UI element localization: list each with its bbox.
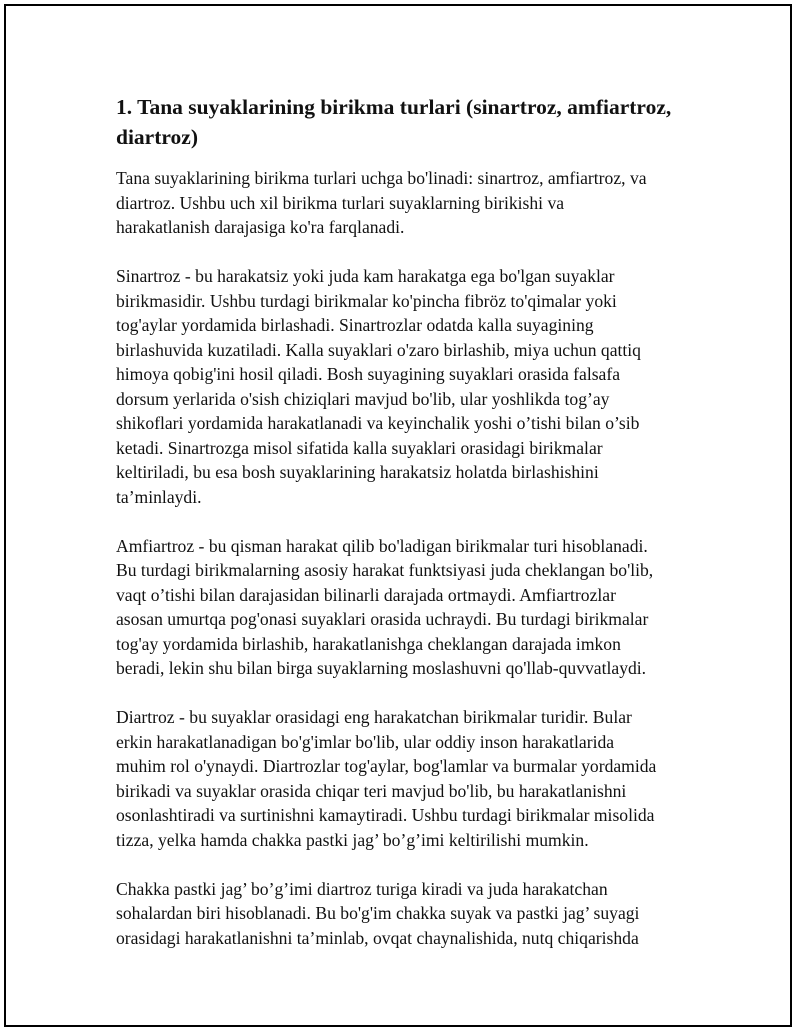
text-line: birikadi va suyaklar orasida chiqar teri mavjud bo'lib, bu harakatlanishni bbox=[116, 780, 627, 801]
text-line: orasidagi harakatlanishni ta’minlab, ovqat chaynalishida, nutq chiqarishda bbox=[116, 927, 639, 948]
text-line: harakatlanish darajasiga ko'ra farqlanadi. bbox=[116, 217, 405, 237]
paragraph-intro bbox=[116, 166, 696, 240]
text-line: keltiriladi, bu esa bosh suyaklarining harakatsiz holatda birlashishini bbox=[116, 462, 599, 482]
text-line: vaqt o’tishi bilan darajasidan bilinarli darajada ortmaydi. Amfiartrozlar bbox=[116, 584, 616, 605]
text-line: sohalardan biri hisoblanadi. Bu bo'g'im chakka suyak va pastki jag’ suyagi bbox=[116, 903, 640, 923]
text-line: Chakka pastki jag’ bo’g’imi diartroz turiga kiradi va juda harakatchan bbox=[116, 878, 608, 899]
text-line: diartroz. Ushbu uch xil birikma turlari suyaklarning birikishi va bbox=[116, 192, 565, 213]
paragraph-sinartroz bbox=[116, 264, 696, 509]
text-line: osonlashtiradi va surtinishni kamaytiradi. Ushbu turdagi birikmalar misolida bbox=[116, 805, 655, 825]
text-line: ta’minlaydi. bbox=[116, 486, 202, 507]
text-line: tog'aylar yordamida birlashadi. Sinartrozlar odatda kalla suyagining bbox=[116, 315, 594, 335]
text-line: Bu turdagi birikmalarning asosiy harakat funktsiyasi juda cheklangan bo'lib, bbox=[116, 560, 654, 580]
text-line: dorsum yerlarida o'sish chiziqlari mavjud bo'lib, ular yoshlikda tog’ay bbox=[116, 388, 610, 409]
text-line: Sinartroz - bu harakatsiz yoki juda kam harakatga ega bo'lgan suyaklar bbox=[116, 266, 615, 286]
text-line: erkin harakatlanadigan bo'g'imlar bo'lib, ular oddiy inson harakatlarida bbox=[116, 731, 615, 752]
text-line: tog'ay yordamida birlashib, harakatlanishga cheklangan darajada imkon bbox=[116, 633, 621, 654]
title-line: diartroz) bbox=[116, 125, 198, 149]
paragraph-amfiartroz bbox=[116, 534, 696, 681]
text-line: birikmasidir. Ushbu turdagi birikmalar ko'pincha fibröz to'qimalar yoki bbox=[116, 290, 617, 311]
paragraph-diartroz bbox=[116, 705, 696, 852]
document-body bbox=[116, 92, 696, 975]
text-line: ketadi. Sinartrozga misol sifatida kalla suyaklari orasidagi birikmalar bbox=[116, 437, 603, 458]
text-line: birlashuvida kuzatiladi. Kalla suyaklari o'zaro birlashib, miya uchun qattiq bbox=[116, 339, 641, 360]
text-line: beradi, lekin shu bilan birga suyaklarning moslashuvni qo'llab-quvvatlaydi. bbox=[116, 658, 647, 678]
text-line: Amfiartroz - bu qisman harakat qilib bo'ladigan birikmalar turi hisoblanadi. bbox=[116, 535, 648, 556]
section-title bbox=[116, 92, 696, 152]
text-line: asosan umurtqa pog'onasi suyaklari orasida uchraydi. Bu turdagi birikmalar bbox=[116, 609, 649, 629]
title-line: 1. Tana suyaklarining birikma turlari (sinartroz, amfiartroz, bbox=[116, 95, 672, 119]
text-line: himoya qobig'ini hosil qiladi. Bosh suyagining suyaklari orasida falsafa bbox=[116, 364, 621, 384]
paragraph-chakka-jag bbox=[116, 877, 696, 951]
text-line: Diartroz - bu suyaklar orasidagi eng harakatchan birikmalar turidir. Bular bbox=[116, 707, 632, 727]
text-line: tizza, yelka hamda chakka pastki jag’ bo’g’imi keltirilishi mumkin. bbox=[116, 829, 589, 850]
text-line: shikoflari yordamida harakatlanadi va keyinchalik yoshi o’tishi bilan o’sib bbox=[116, 413, 640, 433]
text-line: muhim rol o'ynaydi. Diartrozlar tog'aylar, bog'lamlar va burmalar yordamida bbox=[116, 756, 657, 776]
text-line: Tana suyaklarining birikma turlari uchga bo'linadi: sinartroz, amfiartroz, va bbox=[116, 168, 647, 188]
